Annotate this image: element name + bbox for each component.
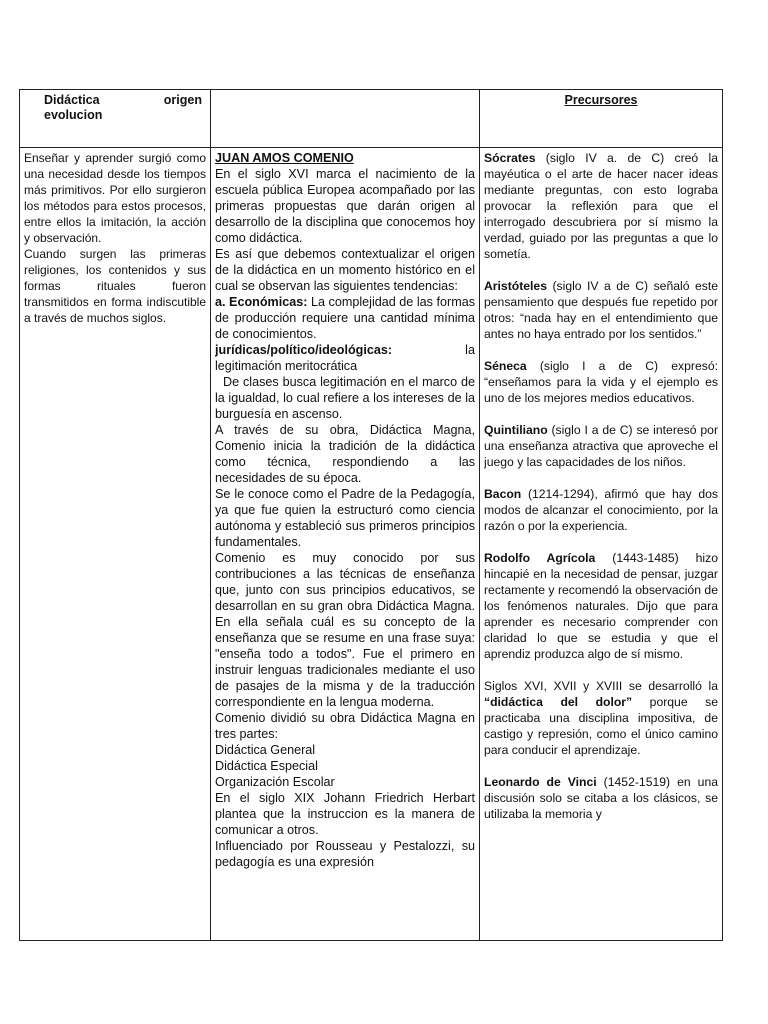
comenio-paragraph: Comenio es muy conocido por sus contribuciones a las técnicas de enseñanza que, junto con sus principios educativos, se desarrollan en su gran obra Didáctica Magna. En ella señala cuál es su concepto de la enseñanza que se resume en una frase suya: "enseña todo a todos". Fue el primero en instruir lenguas tradicionales mediante el uso de pasajes de la misma y de la traducción correspondiente en la lengua moderna. (215, 551, 475, 709)
header-cell-precursores: Precursores (480, 90, 723, 148)
precursores-cell (480, 148, 723, 941)
comenio-paragraph: Es así que debemos contextualizar el origen de la didáctica en un momento histórico en el cual se observan las siguientes tendencias: (215, 247, 475, 293)
comenio-paragraph: En el siglo XIX Johann Friedrich Herbart plantea que la instruccion es la manera de comunicar a otros. (215, 791, 475, 837)
list-item: Didáctica General (215, 743, 316, 757)
origin-paragraph: Enseñar y aprender surgió como una necesidad desde los tiempos más primitivos. Por ello surgieron los métodos para estos procesos, entre ellos la imitación, la acción y observación. (24, 151, 206, 245)
precursor-entry: Rodolfo Agrícola (1443-1485) hizo hincapié en la necesidad de pensar, juzgar rectamente y recomendó la observación de los fenómenos naturales. Dijo que para aprender es necesario comprender con claridad lo que se estudia y que el aprendiz produzca algo de sí mismo. (484, 551, 718, 661)
comenio-paragraph: De clases busca legitimación en el marco de la igualdad, lo cual refiere a los intereses de la burguesía en ascenso. (215, 375, 475, 421)
comenio-paragraph: jurídicas/político/ideológicas: la legitimación meritocrática (215, 343, 475, 373)
comenio-cell (211, 148, 480, 941)
header-cell-origen: Didáctica origen evolucion (20, 90, 211, 148)
list-item: Organización Escolar (215, 775, 335, 789)
comenio-paragraph: Influenciado por Rousseau y Pestalozzi, su pedagogía es una expresión (215, 839, 475, 869)
precursor-entry: Leonardo de Vinci (1452-1519) en una discusión solo se citaba a los clásicos, se utilizaba la memoria y (484, 775, 718, 821)
comenio-paragraph: Comenio dividió su obra Didáctica Magna en tres partes: (215, 711, 475, 741)
precursor-entry: Bacon (1214-1294), afirmó que hay dos modos de alcanzar el conocimiento, por la razón o por la experiencia. (484, 487, 718, 533)
header-cell-empty (211, 90, 480, 148)
table-body-row (20, 148, 723, 941)
comenio-title: JUAN AMOS COMENIO (215, 151, 354, 165)
comenio-paragraph: a. Económicas: La complejidad de las formas de producción requiere una cantidad mínima de conocimientos. (215, 295, 475, 341)
content-table (19, 89, 723, 941)
list-item: Didáctica Especial (215, 759, 318, 773)
comenio-paragraph: A través de su obra, Didáctica Magna, Comenio inicia la tradición de la didáctica como técnica, respondiendo a las necesidades de su época. (215, 423, 475, 485)
table-header-row (20, 90, 723, 148)
precursor-entry: Siglos XVI, XVII y XVIII se desarrolló la “didáctica del dolor” porque se practicaba una disciplina impositiva, de castigo y represión, como el único camino para conducir el aprendizaje. (484, 679, 718, 757)
origin-paragraph: Cuando surgen las primeras religiones, los contenidos y sus formas rituales fueron transmitidos en forma indiscutible a través de muchos siglos. (24, 247, 206, 325)
precursor-entry: Sócrates (siglo IV a. de C) creó la mayéutica o el arte de hacer nacer ideas mediante preguntas, con esto lograba provocar la reflexión para que el interrogado descubriera por sí mismo la verdad, guiado por las preguntas a que lo sometía. (484, 151, 718, 261)
precursor-entry: Séneca (siglo I a de C) expresó: “enseñamos para la vida y el ejemplo es uno de los mejores medios educativos. (484, 359, 718, 405)
comenio-paragraph: Se le conoce como el Padre de la Pedagogía, ya que fue quien la estructuró como ciencia autónoma y estableció sus primeros principios fundamentales. (215, 487, 475, 549)
precursor-entry: Aristóteles (siglo IV a de C) señaló este pensamiento que después fue repetido por otros: “nada hay en el entendimiento que antes no haya entrado por los sentidos.” (484, 279, 718, 341)
origin-cell (20, 148, 211, 941)
comenio-paragraph: En el siglo XVI marca el nacimiento de la escuela pública Europea acompañado por las primeras propuestas que darán origen al desarrollo de la disciplina que conocemos hoy como didáctica. (215, 167, 475, 245)
precursor-entry: Quintiliano (siglo I a de C) se interesó por una enseñanza atractiva que aproveche el juego y las capacidades de los niños. (484, 423, 718, 469)
